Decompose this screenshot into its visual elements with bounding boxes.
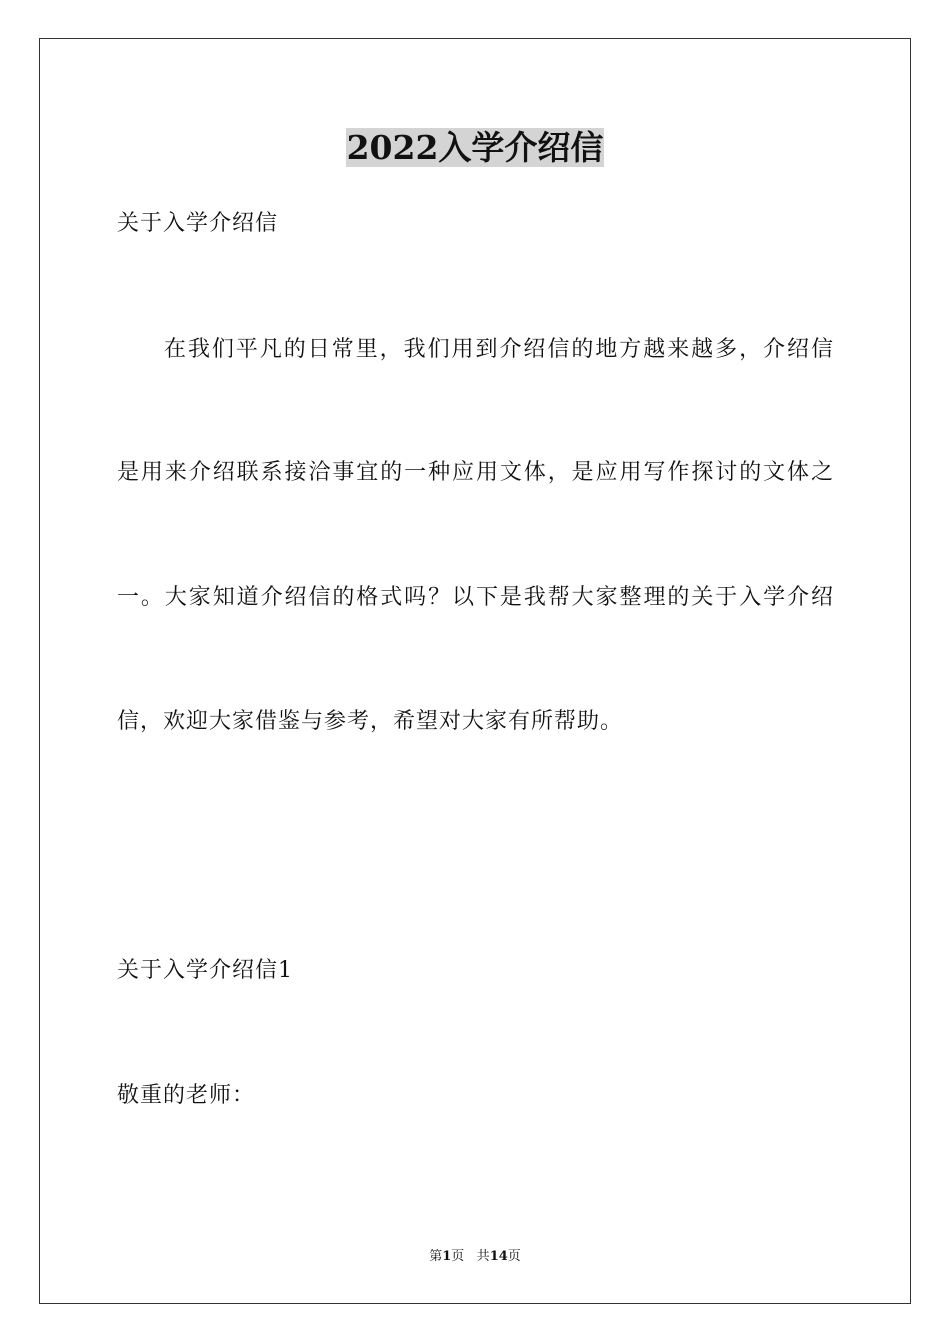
- page-footer: [0, 1248, 950, 1266]
- footer-total-prefix: 共: [476, 1249, 490, 1264]
- footer-page-prefix: 第: [429, 1249, 443, 1264]
- document-subtitle: 关于入学介绍信: [117, 211, 279, 236]
- footer-page-suffix: 页: [451, 1249, 465, 1264]
- intro-paragraph-line-2: 是用来介绍联系接洽事宜的一种应用文体，是应用写作探讨的文体之: [117, 460, 833, 485]
- intro-paragraph-line-4: 信，欢迎大家借鉴与参考，希望对大家有所帮助。: [117, 709, 624, 734]
- document-title: [0, 126, 950, 170]
- footer-page-number: 1: [442, 1249, 452, 1264]
- footer-total-suffix: 页: [507, 1249, 521, 1264]
- salutation: 敬重的老师：: [117, 1083, 256, 1108]
- document-title-text: 2022入学介绍信: [346, 128, 604, 167]
- section-heading: 关于入学介绍信1: [117, 958, 293, 983]
- intro-paragraph-line-1: 在我们平凡的日常里，我们用到介绍信的地方越来越多，介绍信: [164, 337, 833, 362]
- footer-total-pages: 14: [489, 1249, 508, 1264]
- intro-paragraph-line-3: 一。大家知道介绍信的格式吗？以下是我帮大家整理的关于入学介绍: [117, 585, 833, 610]
